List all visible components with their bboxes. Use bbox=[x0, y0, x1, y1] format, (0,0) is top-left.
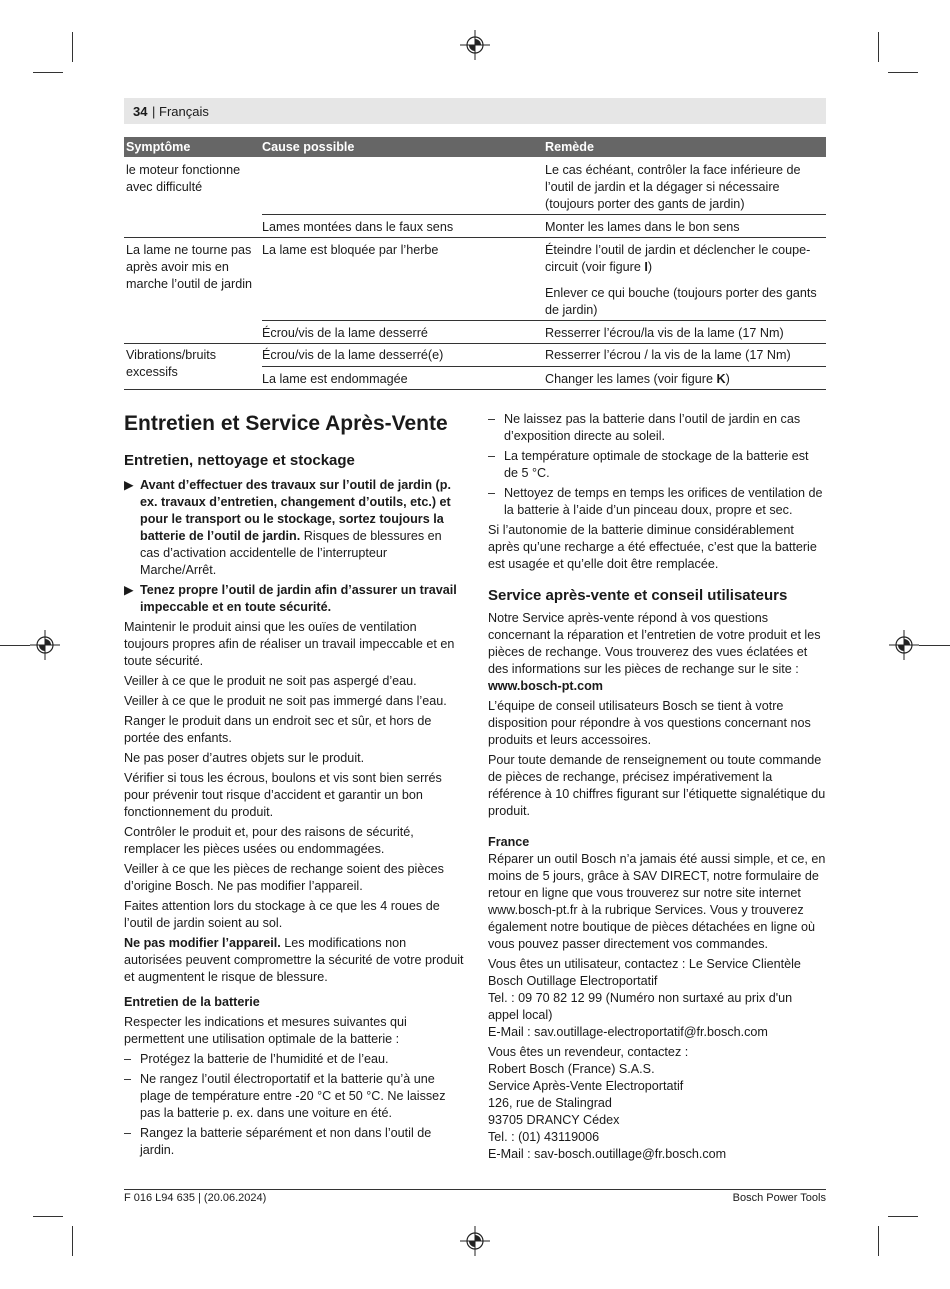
safety-bullet: ▶ Avant d’effectuer des travaux sur l’outil de jardin (p. ex. travaux d’entretien, changement d’outils, etc.) et pour le transport ou le stockage, sortez toujours la batterie de l’outil de jardin. Risques de blessures en cas d’activation accidentelle de l’interrupteur Marche/Arrêt. bbox=[124, 478, 451, 577]
crop-mark bbox=[888, 72, 918, 73]
header-separator: | bbox=[152, 104, 156, 119]
list-item: – Ne rangez l’outil électroportatif et la batterie qu’à une plage de température entre -20 °C et 50 °C. Ne laissez pas la batterie p. ex. dans une voiture en été. bbox=[124, 1072, 446, 1120]
table-cell-cause: La lame est endommagée bbox=[262, 372, 408, 386]
list-item: – Ne laissez pas la batterie dans l’outil de jardin en cas d’exposition directe au soleil. bbox=[488, 412, 801, 443]
table-cell-remedy: Monter les lames dans le bon sens bbox=[545, 220, 740, 234]
crop-mark bbox=[0, 645, 30, 646]
footer-rule bbox=[124, 1189, 826, 1190]
table-row-rule bbox=[124, 237, 826, 238]
crop-mark bbox=[72, 1226, 73, 1256]
paragraph: L’équipe de conseil utilisateurs Bosch se tient à votre disposition pour répondre à vos questions concernant nos produits et leurs accessoires. bbox=[488, 699, 811, 747]
registration-mark-icon bbox=[889, 630, 919, 660]
table-row-rule bbox=[262, 214, 826, 215]
crop-mark bbox=[72, 32, 73, 62]
table-cell-remedy: Resserrer l’écrou/la vis de la lame (17 Nm) bbox=[545, 326, 784, 340]
subsection-title: Service après-vente et conseil utilisateurs bbox=[488, 587, 788, 604]
column-header-cause: Cause possible bbox=[262, 140, 355, 154]
table-cell-symptom: le moteur fonctionne avec difficulté bbox=[126, 163, 241, 194]
table-cell-remedy: Le cas échéant, contrôler la face inférieure de l’outil de jardin et la dégager si nécessaire (toujours porter des gants de jardin) bbox=[545, 163, 801, 211]
table-cell-remedy: Enlever ce qui bouche (toujours porter des gants de jardin) bbox=[545, 286, 817, 317]
bullet-arrow-icon: ▶ bbox=[124, 478, 134, 492]
page-header bbox=[124, 98, 826, 124]
paragraph: Ne pas poser d’autres objets sur le produit. bbox=[124, 751, 365, 765]
table-row-rule bbox=[262, 320, 826, 321]
table-cell-remedy: Resserrer l’écrou / la vis de la lame (17 Nm) bbox=[545, 348, 791, 362]
table-cell-remedy: Éteindre l’outil de jardin et déclencher le coupe-circuit (voir figure I) bbox=[545, 243, 811, 274]
website-link[interactable]: www.bosch-pt.com bbox=[488, 679, 603, 693]
paragraph: Notre Service après-vente répond à vos questions concernant la réparation et l’entretien de votre produit et les pièces de rechange. Vous trouverez des vues éclatées et des informations sur les pièces de rechange sur le site : bbox=[488, 611, 821, 676]
list-item: – Nettoyez de temps en temps les orifices de ventilation de la batterie à l’aide d’un pinceau doux, propre et sec. bbox=[488, 486, 823, 517]
table-row-rule bbox=[124, 389, 826, 390]
contact-block: Vous êtes un revendeur, contactez : Robert Bosch (France) S.A.S. Service Après-Vente Electroportatif 126, rue de Stalingrad 93705 DRANCY Cédex Tel. : (01) 43119006 E-Mail : sav-bosch.outillage@fr.bosch.com bbox=[488, 1045, 727, 1161]
section-title: Entretien et Service Après-Vente bbox=[124, 412, 448, 435]
crop-mark bbox=[919, 645, 950, 646]
subsection-title: Entretien, nettoyage et stockage bbox=[124, 452, 355, 469]
registration-mark-icon bbox=[460, 30, 490, 60]
paragraph: Si l’autonomie de la batterie diminue considérablement après qu’une recharge a été effectuée, c’est que la batterie est usagée et qu’elle doit être remplacée. bbox=[488, 523, 817, 571]
left-column bbox=[124, 477, 464, 1162]
paragraph: Respecter les indications et mesures suivantes qui permettent une utilisation optimale de la batterie : bbox=[124, 1015, 407, 1046]
paragraph: Ranger le produit dans un endroit sec et sûr, et hors de portée des enfants. bbox=[124, 714, 432, 745]
table-row-rule bbox=[124, 343, 826, 344]
bullet-arrow-icon: ▶ bbox=[124, 583, 134, 597]
footer-brand: Bosch Power Tools bbox=[732, 1192, 826, 1204]
column-header-symptom: Symptôme bbox=[126, 140, 191, 154]
warning-paragraph: Ne pas modifier l’appareil. Les modifications non autorisées peuvent compromettre la sécurité de votre produit et augmentent le risque de blessure. bbox=[124, 936, 464, 984]
paragraph: Faites attention lors du stockage à ce que les 4 roues de l’outil de jardin soient au sol. bbox=[124, 899, 440, 930]
table-cell-symptom: Vibrations/bruits excessifs bbox=[126, 348, 217, 379]
crop-mark bbox=[33, 1216, 63, 1217]
table-header bbox=[124, 137, 826, 157]
paragraph: Pour toute demande de renseignement ou toute commande de pièces de rechange, précisez impérativement la référence à 10 chiffres figurant sur l’étiquette signalétique du produit. bbox=[488, 753, 826, 818]
battery-heading: Entretien de la batterie bbox=[124, 995, 260, 1009]
table-cell-remedy: Changer les lames (voir figure K) bbox=[545, 372, 730, 386]
header-language: Français bbox=[159, 104, 209, 119]
crop-mark bbox=[888, 1216, 918, 1217]
crop-mark bbox=[878, 32, 879, 62]
right-column bbox=[488, 411, 826, 1166]
paragraph: Contrôler le produit et, pour des raisons de sécurité, remplacer les pièces usées ou endommagées. bbox=[124, 825, 414, 856]
list-item: – Protégez la batterie de l’humidité et de l’eau. bbox=[124, 1052, 389, 1066]
paragraph: Veiller à ce que le produit ne soit pas aspergé d’eau. bbox=[124, 674, 417, 688]
table-cell-cause: Lames montées dans le faux sens bbox=[262, 220, 454, 234]
list-item: – La température optimale de stockage de la batterie est de 5 °C. bbox=[488, 449, 809, 480]
column-header-remedy: Remède bbox=[545, 140, 594, 154]
registration-mark-icon bbox=[30, 630, 60, 660]
table-cell-cause: Écrou/vis de la lame desserré bbox=[262, 326, 428, 340]
paragraph: Réparer un outil Bosch n’a jamais été aussi simple, et ce, en moins de 5 jours, grâce à SAV DIRECT, notre formulaire de retour en ligne que vous trouverez sur notre site internet www.bosch-pt.fr à la rubrique Services. Vous y trouverez également notre boutique de pièces détachées en ligne où vous pouvez passer directement vos commandes. bbox=[488, 852, 826, 951]
paragraph: Veiller à ce que le produit ne soit pas immergé dans l’eau. bbox=[124, 694, 447, 708]
paragraph: Vérifier si tous les écrous, boulons et vis sont bien serrés pour prévenir tout risque d’accident et garantir un bon fonctionnement du produit. bbox=[124, 771, 442, 819]
page-number: 34 bbox=[133, 104, 148, 119]
safety-bullet: ▶ Tenez propre l’outil de jardin afin d’assurer un travail impeccable et en toute sécurité. bbox=[124, 583, 457, 614]
table-row-rule bbox=[262, 366, 826, 367]
crop-mark bbox=[878, 1226, 879, 1256]
contact-block: Vous êtes un utilisateur, contactez : Le Service Clientèle Bosch Outillage Electroportatif Tel. : 09 70 82 12 99 (Numéro non surtaxé au prix d'un appel local) E-Mail : sav.outillage-electroportatif@fr.bosch.com bbox=[488, 957, 801, 1039]
footer-reference: F 016 L94 635 | (20.06.2024) bbox=[124, 1192, 267, 1204]
list-item: – Rangez la batterie séparément et non dans l’outil de jardin. bbox=[124, 1126, 432, 1157]
crop-mark bbox=[33, 72, 63, 73]
paragraph: Maintenir le produit ainsi que les ouïes de ventilation toujours propres afin de réaliser un travail impeccable et en toute sécurité. bbox=[124, 620, 455, 668]
registration-mark-icon bbox=[460, 1226, 490, 1256]
country-heading: France bbox=[488, 835, 530, 849]
table-cell-cause: La lame est bloquée par l’herbe bbox=[262, 243, 439, 257]
table-cell-cause: Écrou/vis de la lame desserré(e) bbox=[262, 348, 444, 362]
paragraph: Veiller à ce que les pièces de rechange soient des pièces d’origine Bosch. Ne pas modifier l’appareil. bbox=[124, 862, 444, 893]
table-cell-symptom: La lame ne tourne pas après avoir mis en marche l’outil de jardin bbox=[126, 243, 252, 291]
